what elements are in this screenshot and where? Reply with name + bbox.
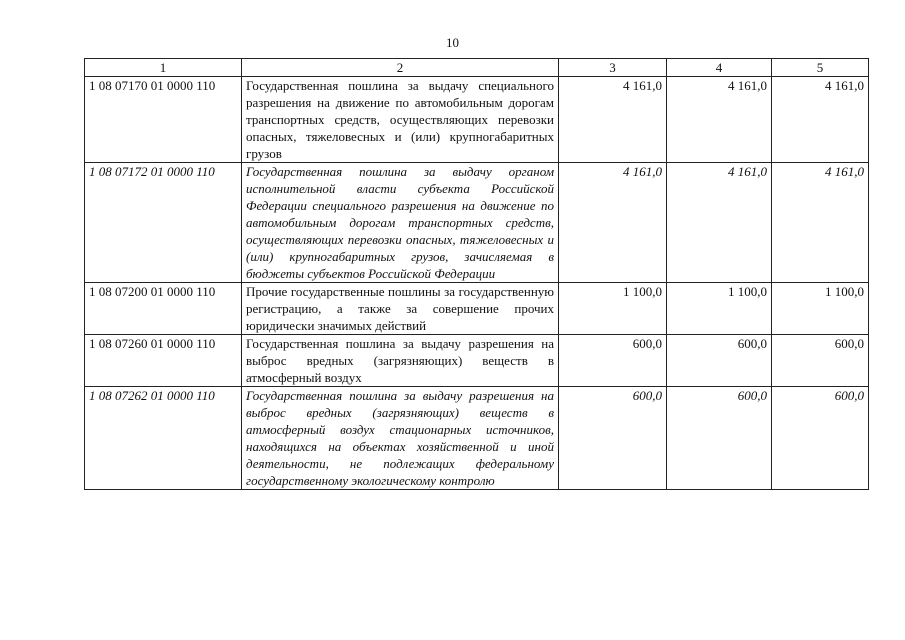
amount-col5-cell: 600,0 xyxy=(772,335,869,387)
table-row xyxy=(85,335,869,387)
amount-col3-cell: 4 161,0 xyxy=(559,163,667,283)
revenue-name-cell: Государственная пошлина за выдачу разрешения на выброс вредных (загрязняющих) веществ в атмосферный воздух стационарных источников, находящихся на объектах хозяйственной и иной деятельности, не подлежащих федеральному государственному экологическому контролю xyxy=(242,387,559,490)
table-row xyxy=(85,77,869,163)
table-row xyxy=(85,387,869,490)
amount-col5-cell: 600,0 xyxy=(772,387,869,490)
revenue-name-cell: Государственная пошлина за выдачу разрешения на выброс вредных (загрязняющих) веществ в атмосферный воздух xyxy=(242,335,559,387)
amount-col3-cell: 1 100,0 xyxy=(559,283,667,335)
budget-code-cell: 1 08 07262 01 0000 110 xyxy=(85,387,242,490)
amount-col4-cell: 600,0 xyxy=(667,335,772,387)
budget-code-cell: 1 08 07260 01 0000 110 xyxy=(85,335,242,387)
column-header-2: 2 xyxy=(242,59,559,77)
budget-table xyxy=(84,58,869,490)
budget-code-cell: 1 08 07170 01 0000 110 xyxy=(85,77,242,163)
table-header-row xyxy=(85,59,869,77)
amount-col5-cell: 4 161,0 xyxy=(772,77,869,163)
amount-col3-cell: 600,0 xyxy=(559,335,667,387)
amount-col5-cell: 1 100,0 xyxy=(772,283,869,335)
amount-col4-cell: 4 161,0 xyxy=(667,77,772,163)
revenue-name-cell: Прочие государственные пошлины за государственную регистрацию, а также за совершение прочих юридически значимых действий xyxy=(242,283,559,335)
revenue-name-cell: Государственная пошлина за выдачу органом исполнительной власти субъекта Российской Федерации специального разрешения на движение по автомобильным дорогам транспортных средств, осуществляющих перевозки опасных, тяжеловесных и (или) крупногабаритных грузов, зачисляемая в бюджеты субъектов Российской Федерации xyxy=(242,163,559,283)
budget-code-cell: 1 08 07172 01 0000 110 xyxy=(85,163,242,283)
column-header-4: 4 xyxy=(667,59,772,77)
column-header-3: 3 xyxy=(559,59,667,77)
amount-col3-cell: 600,0 xyxy=(559,387,667,490)
column-header-5: 5 xyxy=(772,59,869,77)
amount-col5-cell: 4 161,0 xyxy=(772,163,869,283)
column-header-1: 1 xyxy=(85,59,242,77)
amount-col4-cell: 4 161,0 xyxy=(667,163,772,283)
revenue-name-cell: Государственная пошлина за выдачу специального разрешения на движение по автомобильным дорогам транспортных средств, осуществляющих перевозки опасных, тяжеловесных и (или) крупногабаритных грузов xyxy=(242,77,559,163)
table-row xyxy=(85,283,869,335)
amount-col3-cell: 4 161,0 xyxy=(559,77,667,163)
budget-code-cell: 1 08 07200 01 0000 110 xyxy=(85,283,242,335)
amount-col4-cell: 600,0 xyxy=(667,387,772,490)
amount-col4-cell: 1 100,0 xyxy=(667,283,772,335)
page-number: 10 xyxy=(446,35,459,50)
table-row xyxy=(85,163,869,283)
